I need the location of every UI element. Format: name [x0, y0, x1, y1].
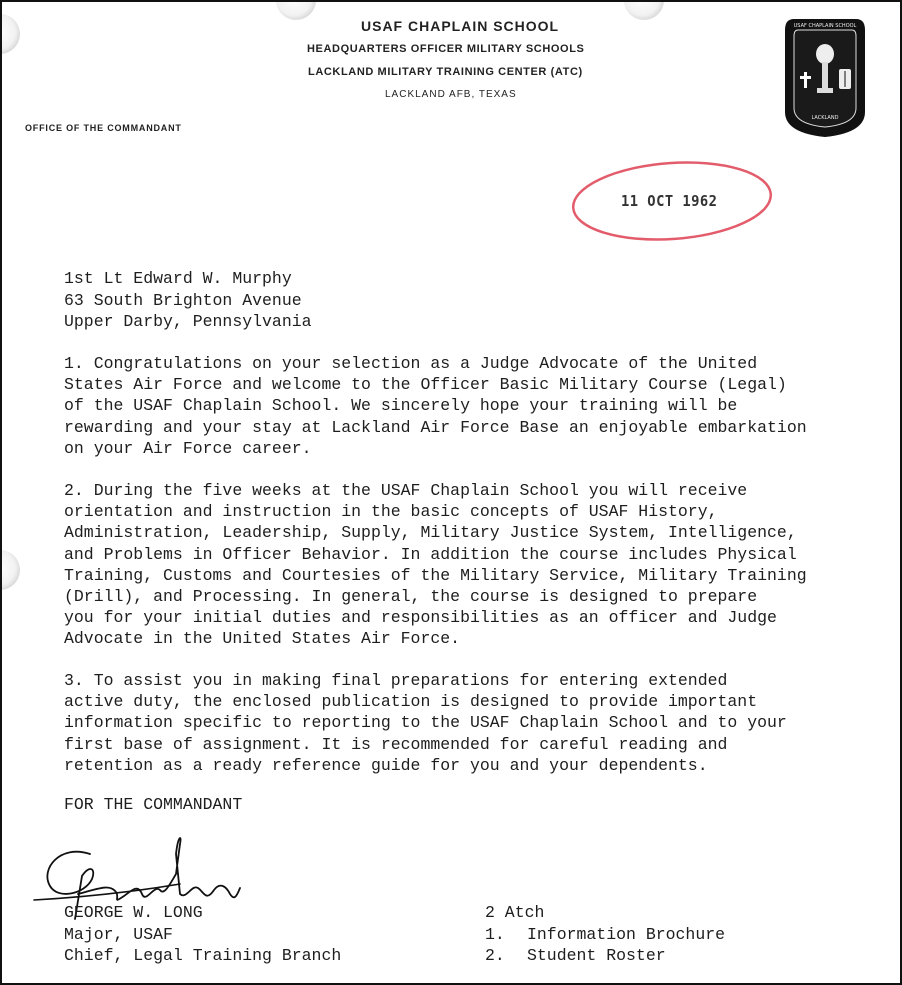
paragraph-3-line: information specific to reporting to the USAF Chaplain School and to your	[64, 713, 787, 733]
attachment-number: 1.	[485, 924, 505, 944]
paragraph-1-line: on your Air Force career.	[64, 438, 312, 458]
punch-hole-left-lower	[0, 550, 20, 590]
paragraph-3-line: retention as a ready reference guide for you and your dependents.	[64, 755, 708, 775]
signer-title: Chief, Legal Training Branch	[64, 946, 342, 965]
paragraph-2-line: Administration, Leadership, Supply, Military Justice System, Intelligence,	[64, 523, 797, 543]
closing-line: FOR THE COMMANDANT	[64, 795, 243, 814]
attachment-item	[485, 924, 725, 946]
paragraph-2-line: Training, Customs and Courtesies of the Military Service, Military Training	[64, 565, 807, 585]
paragraph-2-line: Advocate in the United States Air Force.	[64, 629, 461, 649]
attachment-label: Student Roster	[527, 946, 666, 965]
paragraph-3	[64, 670, 787, 776]
letterhead-school: USAF CHAPLAIN SCHOOL	[361, 18, 560, 34]
paragraph-1-line: 1. Congratulations on your selection as a Judge Advocate of the United	[64, 354, 758, 373]
svg-text:USAF CHAPLAIN SCHOOL: USAF CHAPLAIN SCHOOL	[793, 23, 857, 29]
attachment-item	[485, 945, 725, 967]
punch-hole-top-left	[276, 0, 316, 20]
paragraph-2-line: (Drill), and Processing. In general, the course is designed to prepare	[64, 587, 758, 607]
signature-block	[64, 902, 341, 967]
paragraph-2-line: orientation and instruction in the basic concepts of USAF History,	[64, 502, 718, 522]
chaplain-school-seal-icon	[784, 14, 866, 138]
svg-text:LACKLAND: LACKLAND	[811, 115, 839, 121]
recipient-address	[64, 268, 312, 333]
paragraph-2-line: 2. During the five weeks at the USAF Chaplain School you will receive	[64, 481, 748, 500]
attachment-label: Information Brochure	[527, 924, 726, 944]
paragraph-1-line: of the USAF Chaplain School. We sincerely hope your training will be	[64, 396, 738, 416]
recipient-name: 1st Lt Edward W. Murphy	[64, 269, 292, 288]
attachment-number: 2.	[485, 946, 505, 965]
letterhead-center: LACKLAND MILITARY TRAINING CENTER (ATC)	[308, 66, 583, 78]
letterhead-headquarters: HEADQUARTERS OFFICER MILITARY SCHOOLS	[307, 43, 585, 55]
office-of-commandant: OFFICE OF THE COMMANDANT	[25, 123, 182, 133]
paragraph-3-line: 3. To assist you in making final preparations for entering extended	[64, 671, 728, 690]
recipient-street: 63 South Brighton Avenue	[64, 290, 302, 310]
signer-rank: Major, USAF	[64, 924, 173, 944]
paragraph-2-line: you for your initial duties and responsibilities as an officer and Judge	[64, 608, 777, 628]
recipient-city: Upper Darby, Pennsylvania	[64, 312, 312, 331]
paragraph-1	[64, 353, 807, 459]
paragraph-2	[64, 480, 807, 650]
paragraph-2-line: and Problems in Officer Behavior. In addition the course includes Physical	[64, 544, 797, 564]
punch-hole-left-upper	[0, 14, 20, 54]
signer-name: GEORGE W. LONG	[64, 903, 203, 922]
date-stamp: 11 OCT 1962	[621, 192, 718, 210]
punch-hole-top-right	[624, 0, 664, 20]
paragraph-1-line: States Air Force and welcome to the Officer Basic Military Course (Legal)	[64, 375, 787, 395]
paragraph-3-line: first base of assignment. It is recommended for careful reading and	[64, 734, 728, 754]
paragraph-3-line: active duty, the enclosed publication is designed to provide important	[64, 692, 758, 712]
attachments	[485, 902, 725, 967]
letterhead-location: LACKLAND AFB, TEXAS	[385, 89, 517, 100]
attachments-header: 2 Atch	[485, 903, 545, 922]
paragraph-1-line: rewarding and your stay at Lackland Air Force Base an enjoyable embarkation	[64, 417, 807, 437]
